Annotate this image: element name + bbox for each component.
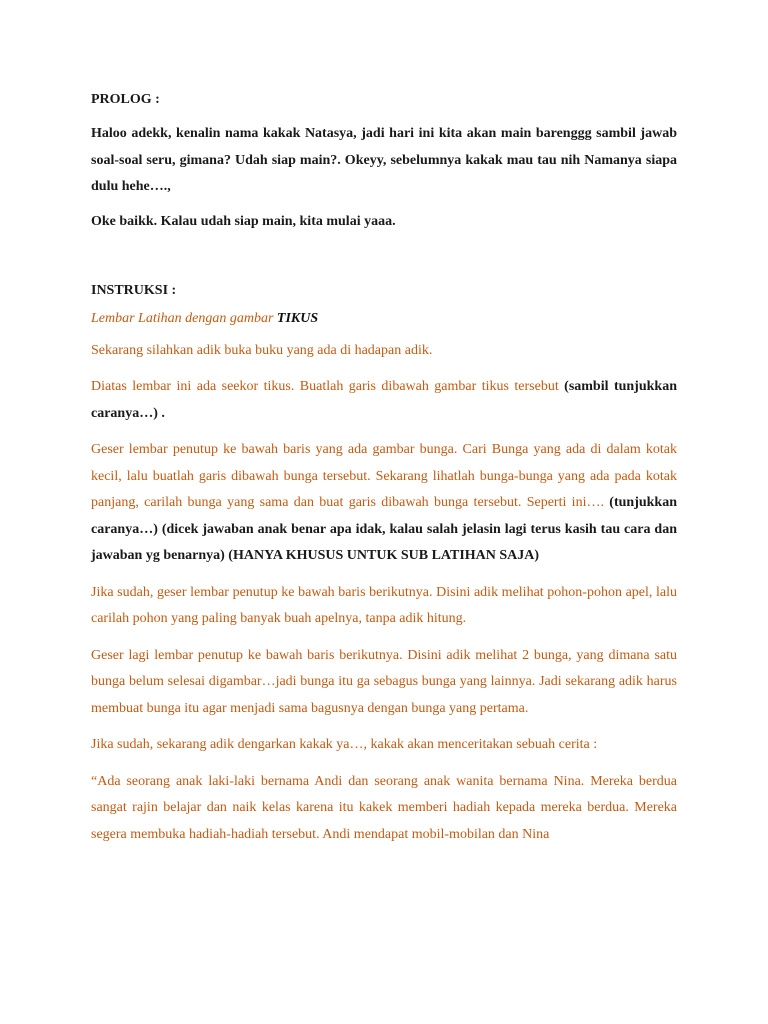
instruction-paragraph-6: Jika sudah, sekarang adik dengarkan kakak ya…, kakak akan menceritakan sebuah cerita :: [91, 737, 598, 752]
prolog-closing: Oke baikk. Kalau udah siap main, kita mulai yaaa.: [91, 213, 396, 229]
instruksi-heading: INSTRUKSI :: [91, 282, 177, 298]
paragraph-2-bold: (sambil tunjukkan caranya…) .: [91, 379, 677, 421]
instruction-paragraph-1: Sekarang silahkan adik buka buku yang ada di hadapan adik.: [91, 342, 433, 358]
instruction-paragraph-2: [91, 374, 677, 427]
prolog-paragraph: Haloo adekk, kenalin nama kakak Natasya, jadi hari ini kita akan main barenggg sambil jawab soal-soal seru, gimana? Udah siap main?. Okeyy, sebelumnya kakak mau tau nih Namanya siapa dulu hehe….,: [91, 126, 677, 194]
instruction-paragraph-5: Geser lagi lembar penutup ke bawah baris berikutnya. Disini adik melihat 2 bunga, yang dimana satu bunga belum selesai digambar…jadi bunga itu ga sebagus bunga yang lainnya. Jadi sekarang adik harus membuat bunga itu agar menjadi sama bagusnya dengan bunga yang pertama.: [91, 647, 677, 716]
paragraph-3-text: Geser lembar penutup ke bawah baris yang ada gambar bunga. Cari Bunga yang ada di dalam kotak kecil, lalu buatlah garis dibawah bunga tersebut. Sekarang lihatlah bunga-bunga yang ada pada kotak panjang, carilah bunga yang sama dan buat garis dibawah bunga tersebut. Seperti ini….: [91, 442, 677, 510]
lembar-title-highlight: TIKUS: [276, 310, 319, 326]
paragraph-3-bold: (tunjukkan caranya…) (dicek jawaban anak benar apa idak, kalau salah jelasin lagi terus kasih tau cara dan jawaban yg benarnya) (HANYA KHUSUS UNTUK SUB LATIHAN SAJA): [91, 495, 677, 563]
prolog-heading: PROLOG :: [91, 92, 160, 107]
lembar-latihan-title: [91, 311, 677, 327]
instruction-paragraph-3: [91, 437, 677, 570]
instruction-paragraph-4: Jika sudah, geser lembar penutup ke bawah baris berikutnya. Disini adik melihat pohon-pohon apel, lalu carilah pohon yang paling banyak buah apelnya, tanpa adik hitung.: [91, 584, 677, 626]
story-paragraph: “Ada seorang anak laki-laki bernama Andi dan seorang anak wanita bernama Nina. Mereka berdua sangat rajin belajar dan naik kelas karena itu kakek memberi hadiah kepada mereka berdua. Mereka segera membuka hadiah-hadiah tersebut. Andi mendapat mobil-mobilan dan Nina: [91, 773, 677, 842]
paragraph-2-text: Diatas lembar ini ada seekor tikus. Buatlah garis dibawah gambar tikus tersebut: [91, 379, 565, 394]
lembar-title-prefix: Lembar Latihan dengan gambar: [91, 310, 277, 326]
